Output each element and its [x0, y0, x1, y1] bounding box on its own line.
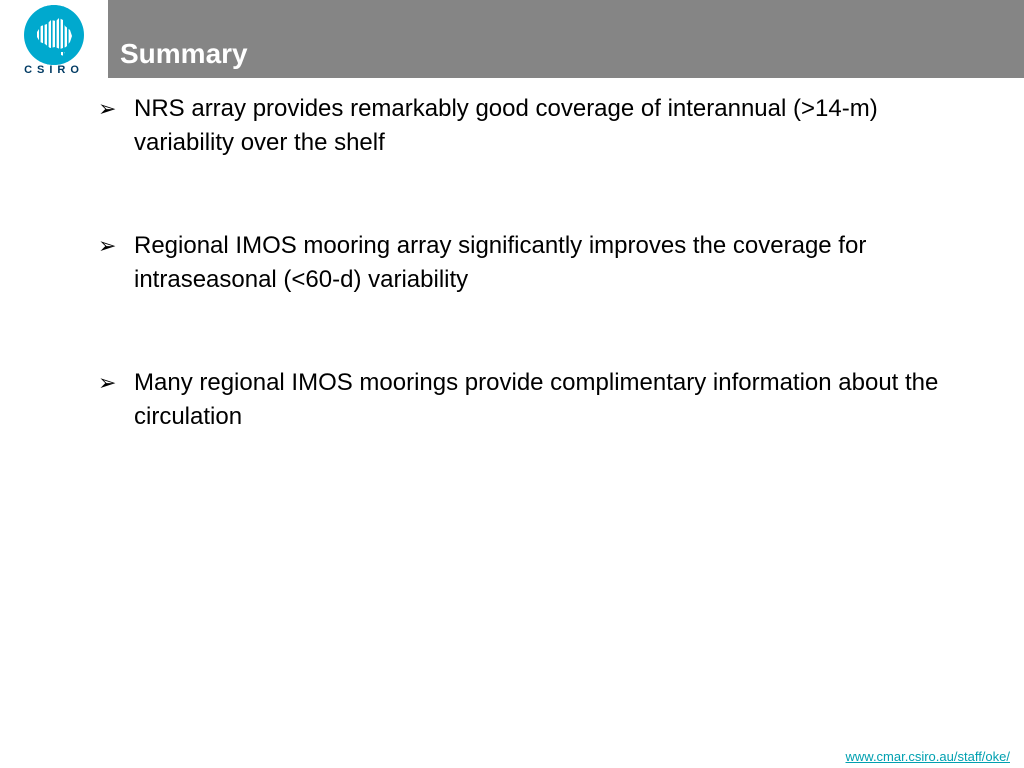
- title-bar: [108, 0, 1024, 78]
- bullet-text: Regional IMOS mooring array significantly improves the coverage for intraseasonal (<60-d) variability: [134, 232, 867, 293]
- arrow-bullet-icon: ➢: [98, 233, 117, 258]
- bullet-text: Many regional IMOS moorings provide complimentary information about the circulation: [134, 369, 939, 430]
- page-title: Summary: [120, 38, 248, 69]
- list-item: [96, 229, 956, 297]
- arrow-bullet-icon: ➢: [98, 370, 117, 395]
- bullet-text: NRS array provides remarkably good coverage of interannual (>14-m) variability over the shelf: [134, 95, 878, 156]
- list-item: [96, 92, 956, 160]
- csiro-logo: [0, 0, 108, 86]
- bullet-list: [96, 92, 956, 434]
- footer-url-link[interactable]: www.cmar.csiro.au/staff/oke/: [845, 749, 1010, 764]
- list-item: [96, 366, 956, 434]
- arrow-bullet-icon: ➢: [98, 96, 117, 121]
- csiro-globe-icon: [23, 4, 85, 66]
- logo-wordmark: CSIRO: [24, 64, 84, 76]
